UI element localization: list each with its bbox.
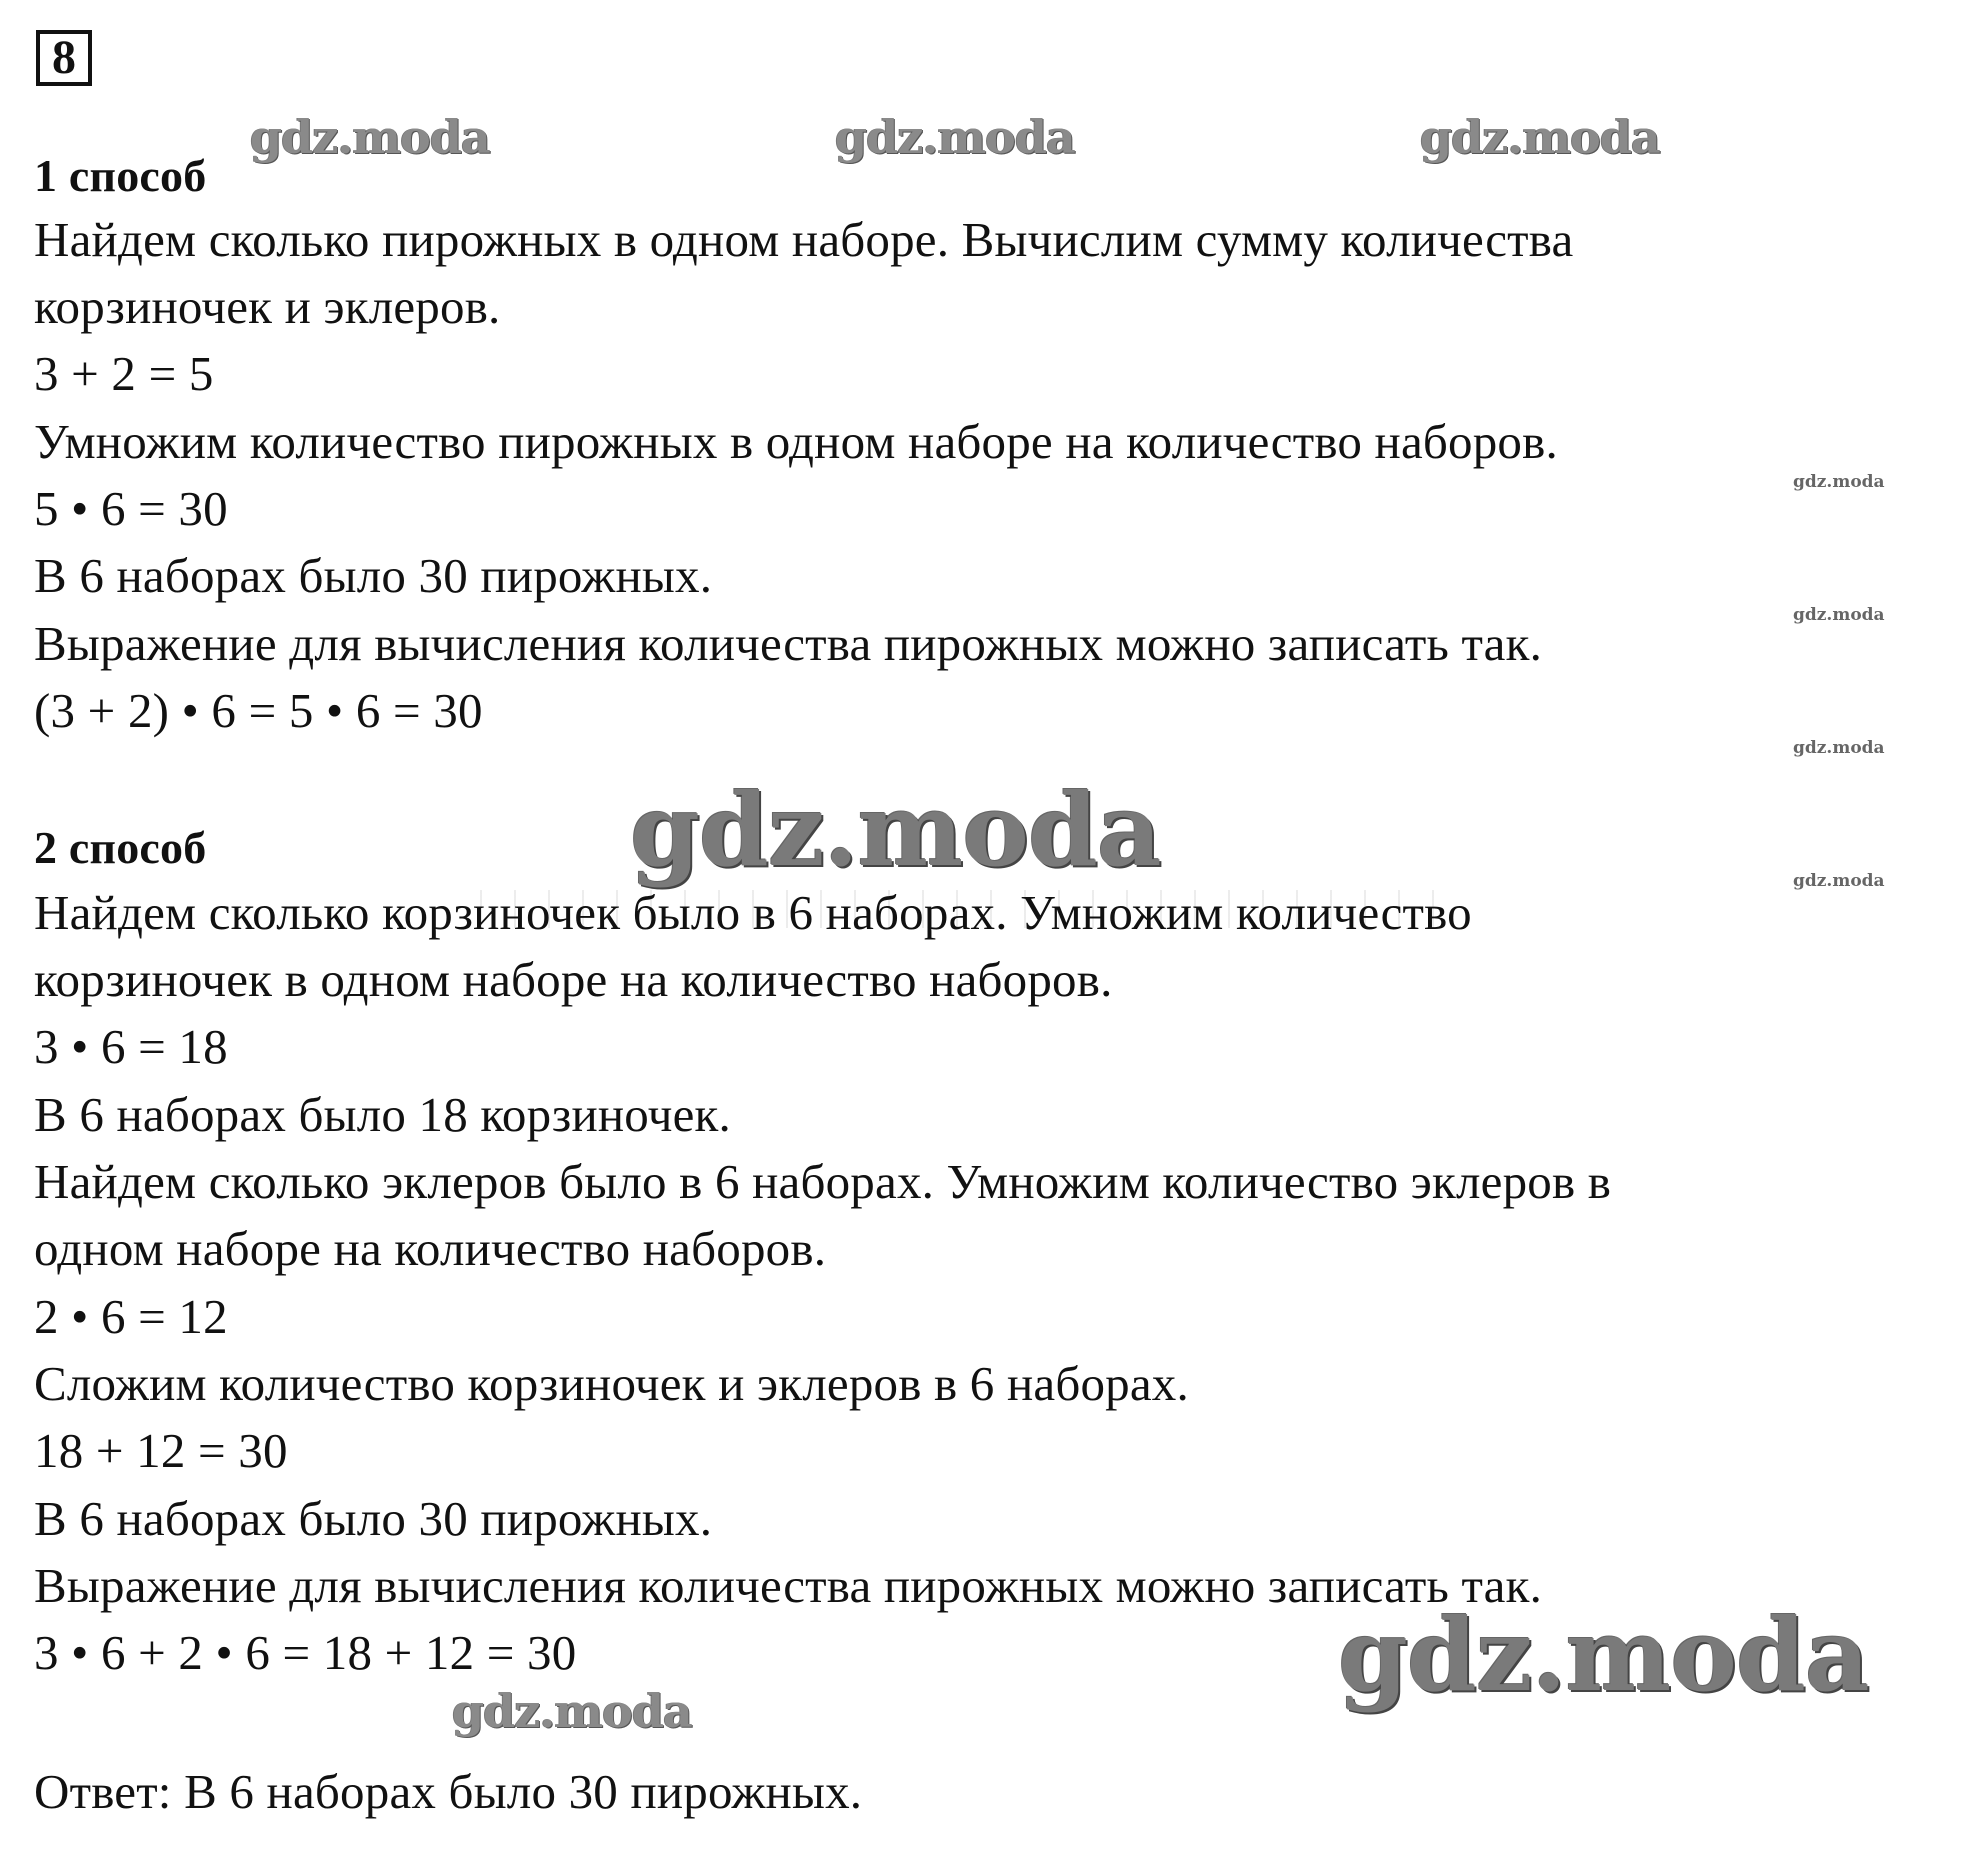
method1-line: Найдем сколько пирожных в одном наборе. Вычислим сумму количества [34, 212, 1574, 267]
watermark: gdz.moda [1793, 738, 1885, 758]
method2-line: В 6 наборах было 30 пирожных. [34, 1491, 713, 1546]
method2-line: Выражение для вычисления количества пирожных можно записать так. [34, 1558, 1543, 1613]
method2-line: Найдем сколько эклеров было в 6 наборах. Умножим количество эклеров в [34, 1154, 1612, 1209]
watermark: gdz.moda [1793, 871, 1885, 891]
method1-line: Выражение для вычисления количества пирожных можно записать так. [34, 616, 1543, 671]
watermark: gdz.moda [1420, 110, 1660, 164]
task-number-box: 8 [36, 30, 92, 86]
method2-line: корзиночек в одном наборе на количество наборов. [34, 952, 1113, 1007]
watermark: gdz.moda [1793, 472, 1885, 492]
method1-line: 5 • 6 = 30 [34, 481, 228, 536]
watermark: gdz.moda [1338, 1596, 1869, 1714]
method1-heading: 1 способ [34, 150, 207, 201]
method2-line: 3 • 6 + 2 • 6 = 18 + 12 = 30 [34, 1625, 577, 1680]
watermark: gdz.moda [1793, 605, 1885, 625]
watermark: gdz.moda [630, 771, 1161, 889]
method1-line: Умножим количество пирожных в одном наборе на количество наборов. [34, 414, 1558, 469]
method2-line: 2 • 6 = 12 [34, 1289, 228, 1344]
method2-line: В 6 наборах было 18 корзиночек. [34, 1087, 731, 1142]
method2-line: 3 • 6 = 18 [34, 1019, 228, 1074]
watermark: gdz.moda [452, 1684, 692, 1738]
method1-line: (3 + 2) • 6 = 5 • 6 = 30 [34, 683, 483, 738]
method2-line: Найдем сколько корзиночек было в 6 наборах. Умножим количество [34, 885, 1472, 940]
method1-line: корзиночек и эклеров. [34, 279, 501, 334]
method2-line: одном наборе на количество наборов. [34, 1221, 827, 1276]
answer-line: Ответ: В 6 наборах было 30 пирожных. [34, 1764, 863, 1819]
method1-line: 3 + 2 = 5 [34, 346, 214, 401]
method2-line: 18 + 12 = 30 [34, 1423, 288, 1478]
watermark: gdz.moda [835, 110, 1075, 164]
method2-line: Сложим количество корзиночек и эклеров в 6 наборах. [34, 1356, 1189, 1411]
method1-line: В 6 наборах было 30 пирожных. [34, 548, 713, 603]
method2-heading: 2 способ [34, 822, 207, 873]
watermark: gdz.moda [250, 110, 490, 164]
